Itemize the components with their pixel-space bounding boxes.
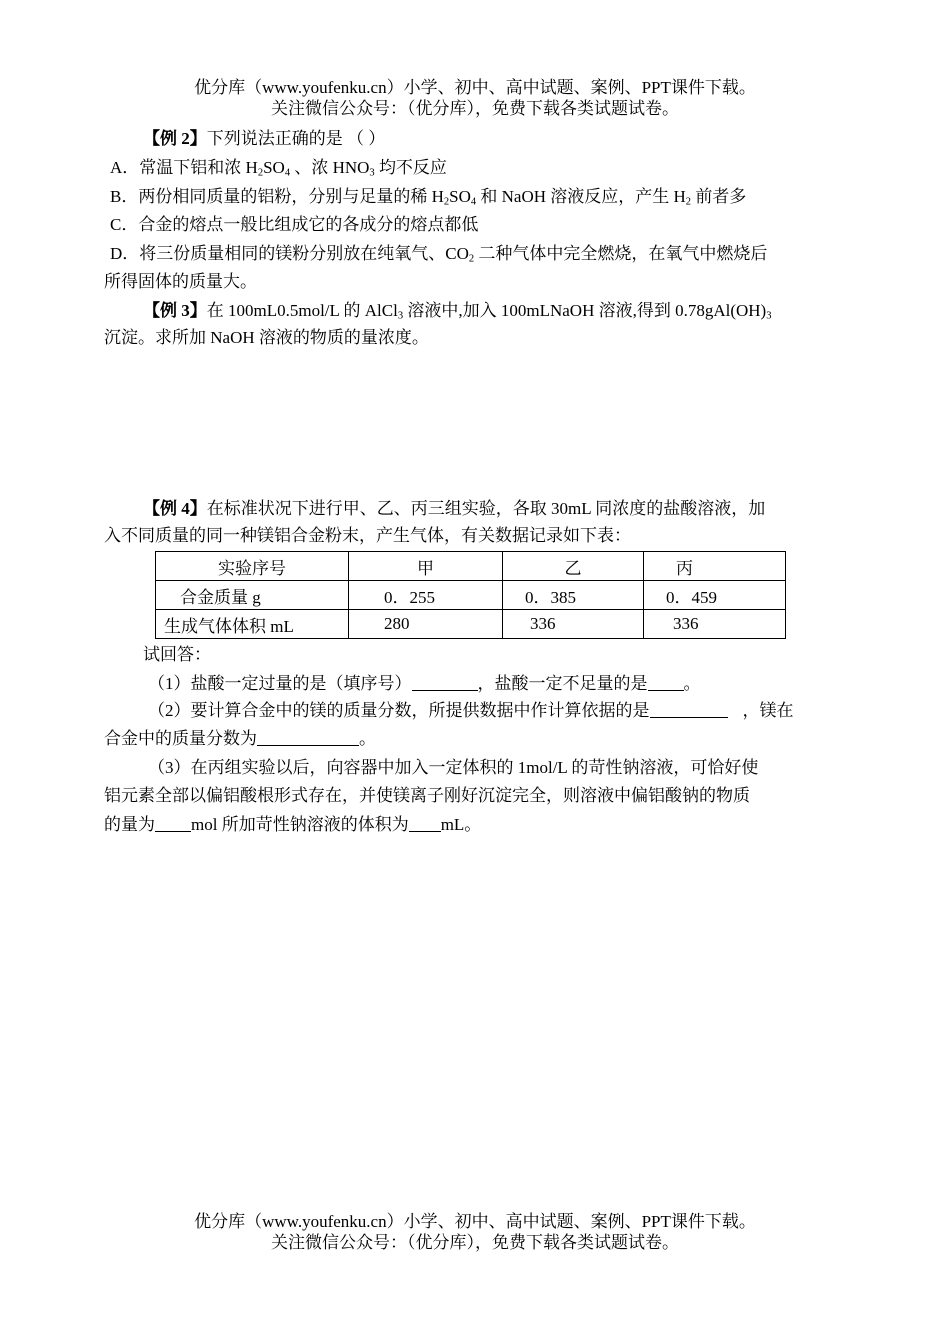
option-d-text: 二种气体中完全燃烧，在氧气中燃烧后 (474, 244, 768, 263)
ex2-tag: 【例 2】 (143, 129, 207, 148)
ex2-option-b (110, 186, 746, 208)
option-b-text: 前者多 (691, 187, 747, 206)
question-1-text: ，盐酸一定不足量的是 (477, 674, 648, 693)
table-header-cell: 实验序号 (156, 552, 349, 581)
header-line-2: 关注微信公众号：（优分库），免费下载各类试题试卷。 (271, 99, 679, 118)
question-2-text: 。 (359, 729, 376, 748)
table-cell: 0．255 (349, 581, 503, 610)
option-a-text: 、浓 HNO (290, 158, 370, 177)
answer-prompt: 试回答： (143, 645, 211, 664)
question-1-text: 。 (683, 674, 701, 693)
subscript: 4 (284, 167, 291, 179)
answer-blank[interactable] (409, 815, 441, 832)
option-a-text: 均不反应 (374, 158, 447, 177)
table-row (156, 581, 786, 610)
table-row (156, 610, 786, 639)
option-a-text: SO (263, 158, 285, 177)
answer-blank[interactable] (155, 815, 191, 832)
option-b-text: 和 NaOH 溶液反应，产生 H (476, 187, 686, 206)
footer-line-1: 优分库（www.youfenku.cn）小学、初中、高中试题、案例、PPT课件下载。 (194, 1212, 756, 1231)
answer-blank[interactable] (650, 701, 728, 718)
question-2-line-1 (148, 700, 794, 722)
ex4-tag: 【例 4】 (143, 499, 207, 518)
ex2-option-c: C．合金的熔点一般比组成它的各成分的熔点都低 (110, 215, 479, 234)
ex3-line-1 (143, 300, 771, 322)
table-header-row (156, 552, 786, 581)
option-b-text: SO (449, 187, 471, 206)
question-1 (148, 673, 701, 695)
table-cell: 280 (349, 610, 503, 639)
experiment-data-table (155, 551, 786, 639)
subscript: 3 (369, 167, 375, 179)
answer-blank[interactable] (648, 674, 684, 691)
question-3-line-2: 铝元素全部以偏铝酸根形式存在，并使镁离子刚好沉淀完全，则溶液中偏铝酸钠的物质 (104, 786, 750, 805)
ex3-text: 在 100mL0.5mol/L 的 AlCl (206, 301, 398, 320)
question-3-line-1: （3）在丙组实验以后，向容器中加入一定体积的 1mol/L 的苛性钠溶液，可恰好使 (148, 758, 759, 777)
ex4-text: 在标准状况下进行甲、乙、丙三组实验，各取 30mL 同浓度的盐酸溶液，加 (206, 499, 766, 518)
subscript: 2 (685, 196, 692, 208)
question-3-text: 的量为 (104, 815, 155, 834)
table-cell: 0．385 (503, 581, 644, 610)
table-cell: 336 (644, 610, 786, 639)
ex3-tag: 【例 3】 (143, 301, 207, 320)
table-cell: 0．459 (644, 581, 786, 610)
ex3-text: 溶液中,加入 100mLNaOH 溶液,得到 0.78gAl(OH) (403, 301, 767, 320)
answer-blank[interactable] (412, 674, 478, 691)
answer-blank[interactable] (257, 729, 359, 746)
table-header-cell: 甲 (349, 552, 503, 581)
subscript: 2 (257, 167, 264, 179)
ex2-question-line (143, 128, 385, 150)
subscript: 2 (468, 253, 475, 265)
table-cell: 生成气体体积 mL (156, 610, 349, 639)
ex3-line-2: 沉淀。求所加 NaOH 溶液的物质的量浓度。 (104, 328, 429, 347)
question-2-text: ，镁在 (742, 701, 794, 720)
option-a-text: A．常温下铝和浓 H (110, 158, 258, 177)
subscript: 3 (397, 310, 404, 322)
subscript: 3 (766, 310, 772, 322)
page-header (0, 77, 950, 119)
option-d-text: D．将三份质量相同的镁粉分别放在纯氧气、CO (110, 244, 469, 263)
table-header-cell: 丙 (644, 552, 786, 581)
ex4-line-2: 入不同质量的同一种镁铝合金粉末，产生气体，有关数据记录如下表： (104, 526, 631, 545)
question-2-text: 合金中的质量分数为 (104, 729, 257, 748)
ex4-line-1 (143, 498, 765, 520)
option-b-text: B．两份相同质量的铝粉，分别与足量的稀 H (110, 187, 444, 206)
question-1-text: （1）盐酸一定过量的是（填序号） (148, 674, 412, 693)
ex2-option-d-continued: 所得固体的质量大。 (104, 272, 257, 291)
table-cell: 合金质量 g (156, 581, 349, 610)
page-footer (0, 1211, 950, 1253)
question-3-text: mol 所加苛性钠溶液的体积为 (191, 815, 409, 834)
question-3-line-3 (104, 814, 481, 836)
ex2-question: 下列说法正确的是 （ ） (206, 129, 386, 148)
header-line-1: 优分库（www.youfenku.cn）小学、初中、高中试题、案例、PPT课件下载。 (194, 78, 756, 97)
question-2-line-2 (104, 728, 376, 750)
table-header-cell: 乙 (503, 552, 644, 581)
ex2-option-d (110, 243, 767, 265)
question-2-text: （2）要计算合金中的镁的质量分数，所提供数据中作计算依据的是 (148, 701, 650, 720)
subscript: 2 (443, 196, 450, 208)
table-cell: 336 (503, 610, 644, 639)
question-3-text: mL。 (440, 815, 482, 834)
ex2-option-a (110, 157, 447, 179)
footer-line-2: 关注微信公众号：（优分库），免费下载各类试题试卷。 (271, 1233, 679, 1252)
subscript: 4 (470, 196, 477, 208)
